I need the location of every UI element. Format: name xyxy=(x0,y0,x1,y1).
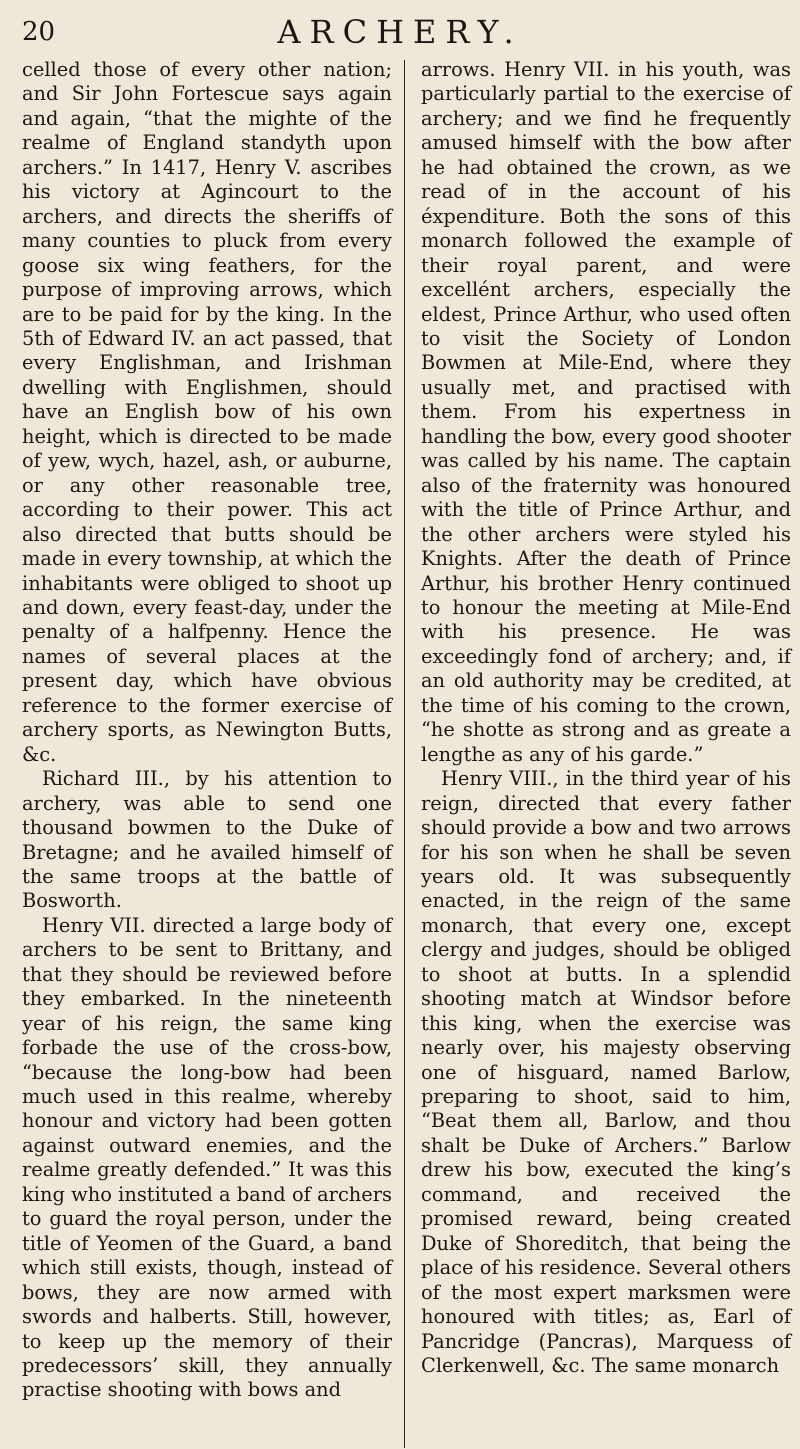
page-header xyxy=(22,12,778,52)
paragraph: Henry VIII., in the third year of his reign, directed that every father should provide a bow and two arrows for his son when he shall be seven years old. It was subsequently enacted, in the reign of the same monarch, that every one, except clergy and judges, should be obliged to shoot at butts. In a splendid shooting match at Windsor before this king, when the exercise was nearly over, his majesty observing one of hisguard, named Barlow, preparing to shoot, said to him, “Beat them all, Barlow, and thou shalt be Duke of Archers.” Barlow drew his bow, executed the king’s command, and received the promised reward, being created Duke of Shoreditch, that being the place of his residence. Several others of the most expert marksmen were honoured with titles; as, Earl of Pancridge (Pancras), Marquess of Clerkenwell, &c. The same monarch xyxy=(421,767,791,1378)
column-divider xyxy=(404,60,405,1448)
running-head: ARCHERY. xyxy=(277,13,523,51)
paragraph: Henry VII. directed a large body of archers to be sent to Brittany, and that they should be reviewed before they embarked. In the nineteenth year of his reign, the same king forbade the use of the cross-bow, “because the long-bow had been much used in this realme, whereby honour and victory had been gotten against outward enemies, and the realme greatly defended.” It was this king who instituted a band of archers to guard the royal person, under the title of Yeomen of the Guard, a band which still exists, though, instead of bows, they are now armed with swords and halberts. Still, however, to keep up the memory of their predecessors’ skill, they annually practise shooting with bows and xyxy=(22,913,392,1402)
paragraph: Richard III., by his attention to archery, was able to send one thousand bowmen to the Duke of Bretagne; and he availed himself of the same troops at the battle of Bosworth. xyxy=(22,767,392,913)
paragraph: celled those of every other nation; and Sir John Fortescue says again and again, “that the mighte of the realme of England standyth upon archers.” In 1417, Henry V. ascribes his victory at Agincourt to the archers, and directs the sheriffs of many counties to pluck from every goose six wing feathers, for the purpose of improving arrows, which are to be paid for by the king. In the 5th of Edward IV. an act passed, that every Englishman, and Irishman dwelling with Englishmen, should have an English bow of his own height, which is directed to be made of yew, wych, hazel, ash, or auburne, or any other reasonable tree, according to their power. This act also directed that butts should be made in every township, at which the inhabitants were obliged to shoot up and down, every feast-day, under the penalty of a halfpenny. Hence the names of several places at the present day, which have obvious reference to the former exercise of archery sports, as Newington Butts, &c. xyxy=(22,58,392,766)
left-column xyxy=(22,58,392,1403)
right-column xyxy=(421,58,791,1378)
page-number: 20 xyxy=(22,17,56,47)
paragraph: arrows. Henry VII. in his youth, was particularly partial to the exercise of archery; and we find he frequently amused himself with the bow after he had obtained the crown, as we read of in the account of his éxpenditure. Both the sons of this monarch followed the example of their royal parent, and were excellént archers, especially the eldest, Prince Arthur, who used often to visit the Society of London Bowmen at Mile-End, where they usually met, and practised with them. From his expertness in handling the bow, every good shooter was called by his name. The captain also of the fraternity was honoured with the title of Prince Arthur, and the other archers were styled his Knights. After the death of Prince Arthur, his brother Henry continued to honour the meeting at Mile-End with his presence. He was exceedingly fond of archery; and, if an old authority may be credited, at the time of his coming to the crown, “he shotte as strong and as greate a lengthe as any of his garde.” xyxy=(421,58,792,766)
